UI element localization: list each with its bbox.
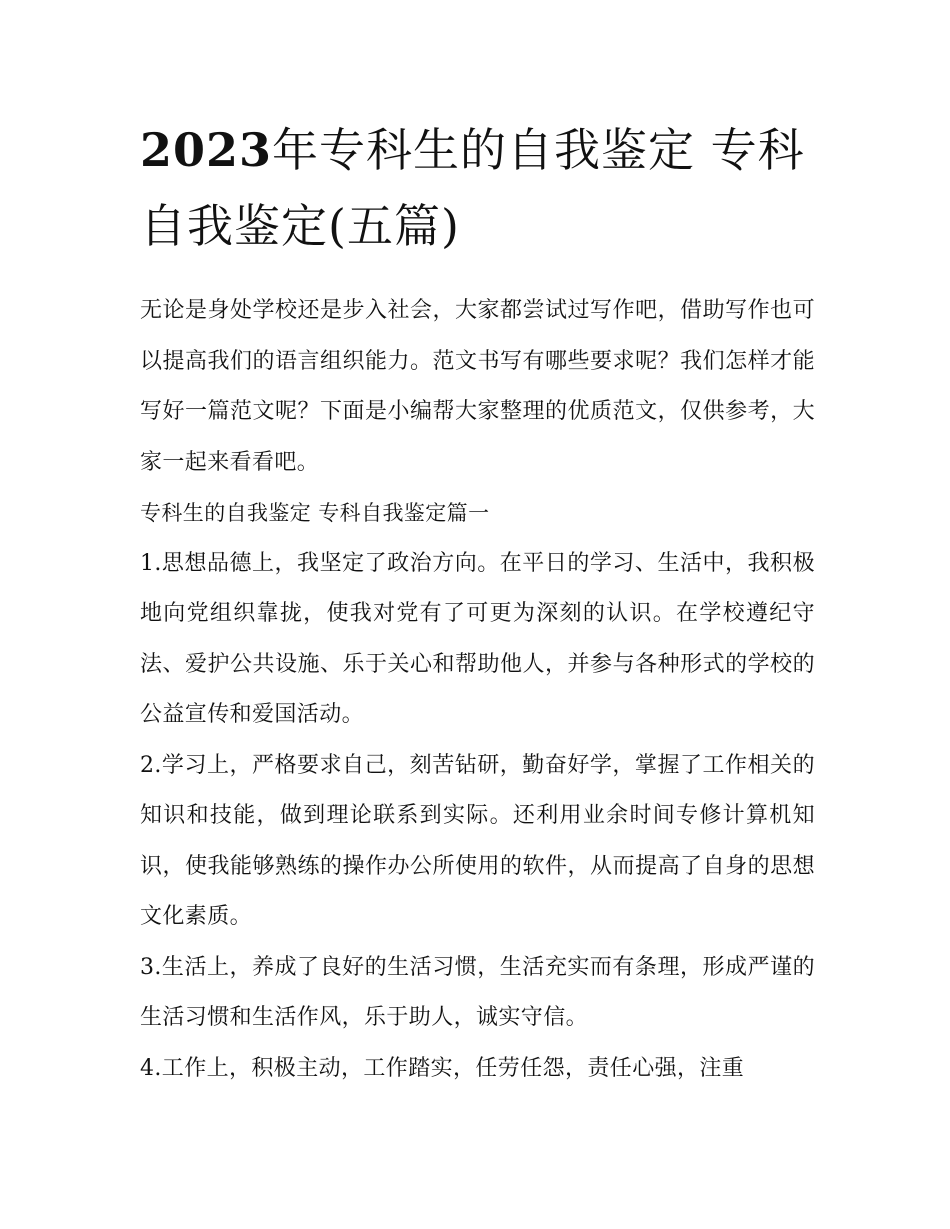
document-content (140, 112, 815, 1094)
list-item: 4.工作上，积极主动，工作踏实，任劳任怨，责任心强，注重 (140, 1055, 745, 1081)
document-title (140, 112, 815, 264)
document-body (140, 286, 815, 1094)
list-item: 1.思想品德上，我坚定了政治方向。在平日的学习、生活中，我积极地向党组织靠拢，使我对党有了可更为深刻的认识。在学校遵纪守法、爱护公共设施、乐于关心和帮助他人，并参与各种形式的学校的公益宣传和爱国活动。 (140, 550, 815, 727)
list-item: 2.学习上，严格要求自己，刻苦钻研，勤奋好学，掌握了工作相关的知识和技能，做到理论联系到实际。还利用业余时间专修计算机知识，使我能够熟练的操作办公所使用的软件，从而提高了自身的思想文化素质。 (140, 752, 815, 929)
list-item: 3.生活上，养成了良好的生活习惯，生活充实而有条理，形成严谨的生活习惯和生活作风，乐于助人，诚实守信。 (140, 954, 815, 1030)
title-text: 年专科生的自我鉴定 专科自我鉴定(五篇) (140, 123, 805, 253)
section-heading: 专科生的自我鉴定 专科自我鉴定篇一 (140, 501, 490, 525)
intro-paragraph: 无论是身处学校还是步入社会，大家都尝试过写作吧，借助写作也可以提高我们的语言组织能力。范文书写有哪些要求呢？我们怎样才能写好一篇范文呢？下面是小编帮大家整理的优质范文，仅供参考，大家一起来看看吧。 (140, 298, 815, 475)
title-year: 2023 (140, 123, 273, 177)
